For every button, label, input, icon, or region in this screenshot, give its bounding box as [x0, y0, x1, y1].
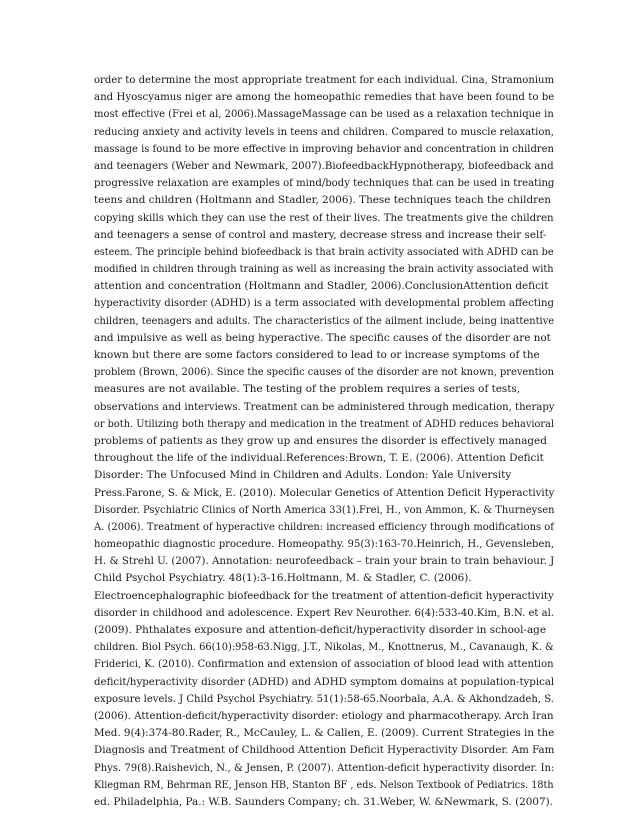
text-line: Med. 9(4):374-80.Rader, R., McCauley, L. & Callen, E. (2009). Current Strategies in the: [94, 727, 555, 740]
text-line: Diagnosis and Treatment of Childhood Attention Deficit Hyperactivity Disorder. Am Fam: [94, 744, 555, 757]
text-line: Disorder. Psychiatric Clinics of North America 33(1).Frei, H., von Ammon, K. & Thurneysen: [94, 503, 555, 516]
text-line: disorder in childhood and adolescence. Expert Rev Neurother. 6(4):533-40.Kim, B.N. et al.: [94, 606, 554, 619]
text-line: modified in children through training as well as increasing the brain activity associated with: [94, 263, 554, 276]
text-line: reducing anxiety and activity levels in teens and children. Compared to muscle relaxation,: [94, 125, 554, 138]
text-line: and Hyoscyamus niger are among the homeopathic remedies that have been found to be: [94, 91, 555, 104]
text-line: deficit/hyperactivity disorder (ADHD) and ADHD symptom domains at population-typical: [94, 675, 555, 688]
text-line: attention and concentration (Holtmann and Stadler, 2006).ConclusionAttention deficit: [94, 280, 549, 293]
body-text: [94, 72, 554, 811]
text-line: measures are not available. The testing of the problem requires a series of tests,: [94, 383, 521, 396]
text-line: observations and interviews. Treatment can be administered through medication, therapy: [94, 400, 555, 413]
text-line: children. Biol Psych. 66(10):958-63.Nigg, J.T., Nikolas, M., Knottnerus, M., Cavanaugh, K. &: [94, 641, 554, 654]
text-line: or both. Utilizing both therapy and medication in the treatment of ADHD reduces behavioral: [94, 417, 555, 430]
text-line: order to determine the most appropriate treatment for each individual. Cina, Stramonium: [94, 74, 555, 86]
text-line: and impulsive as well as being hyperactive. The specific causes of the disorder are not: [94, 331, 551, 344]
text-line: most effective (Frei et al, 2006).MassageMassage can be used as a relaxation technique in: [94, 108, 554, 121]
text-line: Child Psychol Psychiatry. 48(1):3-16.Holtmann, M. & Stadler, C. (2006).: [94, 572, 472, 585]
text-line: hyperactivity disorder (ADHD) is a term associated with developmental problem affecting: [94, 297, 554, 310]
text-line: Kliegman RM, Behrman RE, Jenson HB, Stanton BF , eds. Nelson Textbook of Pediatrics. 18th: [94, 778, 554, 791]
text-line: Phys. 79(8).Raishevich, N., & Jensen, P. (2007). Attention-deficit hyperactivity disorder. In:: [94, 761, 555, 774]
text-line: esteem. The principle behind biofeedback is that brain activity associated with ADHD can be: [94, 245, 554, 258]
text-line: copying skills which they can use the rest of their lives. The treatments give the children: [94, 211, 554, 224]
text-line: Disorder: The Unfocused Mind in Children and Adults. London: Yale University: [94, 469, 512, 482]
text-line: Press.Farone, S. & Mick, E. (2010). Molecular Genetics of Attention Deficit Hyperactivity: [94, 486, 555, 499]
text-line: homeopathic diagnostic procedure. Homeopathy. 95(3):163-70.Heinrich, H., Gevensleben,: [94, 538, 555, 551]
text-line: H. & Strehl U. (2007). Annotation: neurofeedback – train your brain to train behaviour. J: [94, 555, 555, 568]
text-line: throughout the life of the individual.References:Brown, T. E. (2006). Attention Deficit: [94, 452, 544, 465]
text-line: massage is found to be more effective in improving behavior and concentration in children: [94, 142, 554, 155]
text-line: Electroencephalographic biofeedback for the treatment of attention-deficit hyperactivity: [94, 589, 554, 602]
text-line: known but there are some factors considered to lead to or increase symptoms of the: [94, 349, 540, 361]
text-line: and teenagers (Weber and Newmark, 2007).BiofeedbackHypnotherapy, biofeedback and: [94, 159, 554, 172]
text-line: (2006). Attention-deficit/hyperactivity disorder: etiology and pharmacotherapy. Arch Iran: [94, 709, 554, 722]
text-line: progressive relaxation are examples of mind/body techniques that can be used in treating: [94, 177, 555, 190]
text-line: teens and children (Holtmann and Stadler, 2006). These techniques teach the children: [94, 194, 551, 207]
text-line: A. (2006). Treatment of hyperactive children: increased efficiency through modifications of: [94, 520, 554, 533]
text-line: ed. Philadelphia, Pa.: W.B. Saunders Company; ch. 31.Weber, W. &Newmark, S. (2007).: [94, 795, 553, 808]
text-line: problems of patients as they grow up and ensures the disorder is effectively managed: [94, 434, 547, 447]
text-line: Friderici, K. (2010). Confirmation and extension of association of blood lead with attention: [94, 658, 554, 671]
text-line: exposure levels. J Child Psychol Psychiatry. 51(1):58-65.Noorbala, A.A. & Akhondzadeh, S.: [94, 692, 554, 705]
text-line: (2009). Phthalates exposure and attention-deficit/hyperactivity disorder in school-age: [94, 624, 546, 636]
text-line: problem (Brown, 2006). Since the specific causes of the disorder are not known, prevention: [94, 366, 554, 379]
text-line: and teenagers a sense of control and mastery, decrease stress and increase their self-: [94, 228, 547, 241]
text-line: children, teenagers and adults. The characteristics of the ailment include, being inattentive: [94, 314, 555, 327]
